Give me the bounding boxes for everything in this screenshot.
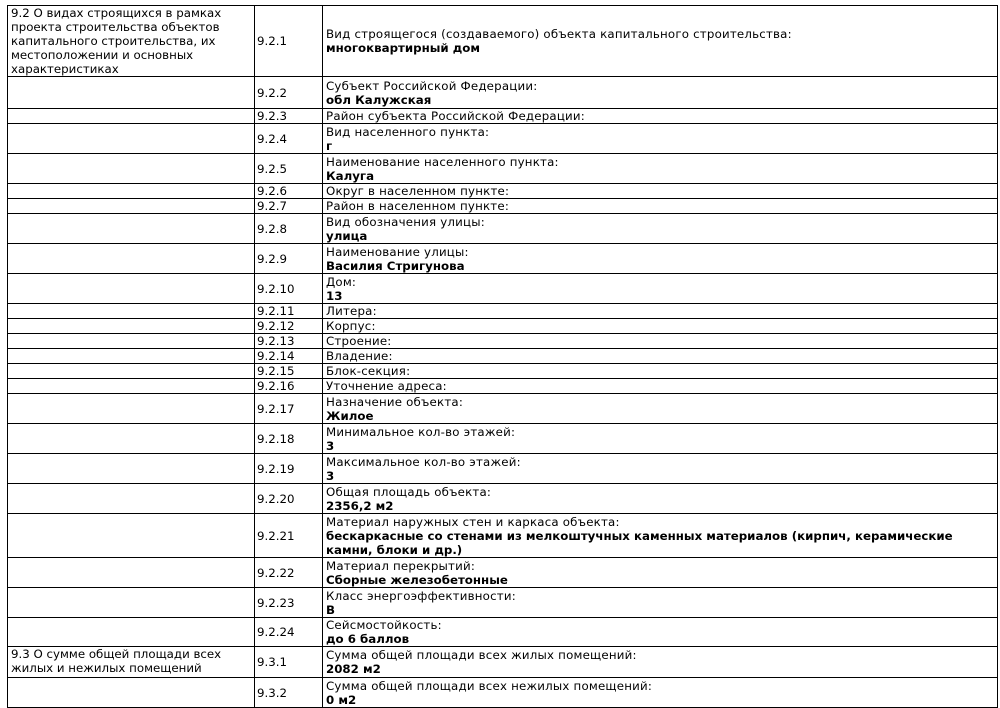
field-cell [323, 588, 998, 618]
field-label: Округ в населенном пункте: [326, 184, 510, 198]
table-row [8, 214, 998, 244]
table-row [8, 618, 998, 647]
section-empty-cell [8, 274, 255, 304]
item-number-cell: 9.2.11 [255, 304, 323, 319]
item-number-cell: 9.2.7 [255, 199, 323, 214]
field-value: Жилое [326, 408, 374, 423]
field-cell [323, 77, 998, 109]
field-cell [323, 647, 998, 678]
field-label: Литера: [326, 304, 377, 318]
section-empty-cell [8, 154, 255, 184]
field-value: обл Калужская [326, 92, 432, 107]
field-cell [323, 394, 998, 424]
section-empty-cell [8, 214, 255, 244]
table-row [8, 77, 998, 109]
field-cell [323, 304, 998, 319]
table-row [8, 349, 998, 364]
item-number-cell: 9.2.10 [255, 274, 323, 304]
field-cell [323, 364, 998, 379]
field-cell [323, 349, 998, 364]
table-row [8, 154, 998, 184]
item-number-cell: 9.2.14 [255, 349, 323, 364]
item-number-cell: 9.2.2 [255, 77, 323, 109]
item-number-cell: 9.3.2 [255, 678, 323, 708]
section-empty-cell [8, 454, 255, 484]
field-label: Наименование населенного пункта: [326, 154, 559, 169]
item-number-cell: 9.2.21 [255, 514, 323, 558]
field-value: В [326, 602, 335, 617]
section-empty-cell [8, 184, 255, 199]
section-empty-cell [8, 77, 255, 109]
item-number-cell: 9.3.1 [255, 647, 323, 678]
field-label: Вид обозначения улицы: [326, 214, 485, 229]
item-number-cell: 9.2.23 [255, 588, 323, 618]
table-row [8, 334, 998, 349]
field-cell [323, 618, 998, 647]
item-number-cell: 9.2.6 [255, 184, 323, 199]
field-value: до 6 баллов [326, 632, 410, 646]
table-row [8, 394, 998, 424]
section-empty-cell [8, 484, 255, 514]
section-empty-cell [8, 364, 255, 379]
field-cell [323, 514, 998, 558]
field-cell [323, 6, 998, 77]
field-cell [323, 678, 998, 708]
table-row [8, 514, 998, 558]
item-number-cell: 9.2.15 [255, 364, 323, 379]
field-value: 2356,2 м2 [326, 498, 394, 513]
table-row [8, 319, 998, 334]
field-value: Сборные железобетонные [326, 572, 508, 587]
table-row [8, 6, 998, 77]
declaration-table-body [8, 6, 998, 708]
field-label: Вид населенного пункта: [326, 124, 490, 139]
field-cell [323, 244, 998, 274]
section-empty-cell [8, 304, 255, 319]
field-label: Район субъекта Российской Федерации: [326, 109, 585, 123]
field-label: Дом: [326, 274, 357, 289]
section-empty-cell [8, 588, 255, 618]
table-row [8, 199, 998, 214]
field-cell [323, 184, 998, 199]
table-row [8, 379, 998, 394]
field-value: 2082 м2 [326, 662, 381, 676]
field-cell [323, 454, 998, 484]
section-empty-cell [8, 394, 255, 424]
table-row [8, 588, 998, 618]
section-title-cell: 9.2 О видах строящихся в рамках проекта строительства объектов капитального строительства, их местоположении и основных характеристиках [8, 6, 255, 77]
field-label: Район в населенном пункте: [326, 199, 510, 213]
field-value: г [326, 138, 333, 153]
field-label: Минимальное кол-во этажей: [326, 424, 516, 439]
table-row [8, 647, 998, 678]
field-label: Владение: [326, 349, 393, 363]
field-label: Сейсмостойкость: [326, 618, 442, 632]
field-cell [323, 558, 998, 588]
field-cell [323, 424, 998, 454]
item-number-cell: 9.2.17 [255, 394, 323, 424]
field-cell [323, 199, 998, 214]
field-cell [323, 109, 998, 124]
item-number-cell: 9.2.5 [255, 154, 323, 184]
item-number-cell: 9.2.13 [255, 334, 323, 349]
field-label: Материал наружных стен и каркаса объекта: [326, 514, 620, 529]
field-label: Класс энергоэффективности: [326, 588, 516, 603]
section-empty-cell [8, 379, 255, 394]
field-cell [323, 154, 998, 184]
section-empty-cell [8, 424, 255, 454]
field-value: улица [326, 228, 368, 243]
field-cell [323, 124, 998, 154]
item-number-cell: 9.2.22 [255, 558, 323, 588]
field-value: 0 м2 [326, 692, 357, 707]
field-cell [323, 319, 998, 334]
field-label: Вид строящегося (создаваемого) объекта капитального строительства: [326, 27, 792, 41]
table-row [8, 274, 998, 304]
field-label: Материал перекрытий: [326, 558, 476, 573]
item-number-cell: 9.2.18 [255, 424, 323, 454]
field-label: Блок-секция: [326, 364, 411, 378]
table-row [8, 109, 998, 124]
item-number-cell: 9.2.4 [255, 124, 323, 154]
field-value: Калуга [326, 168, 375, 183]
field-cell [323, 379, 998, 394]
field-value: 3 [326, 468, 335, 483]
field-cell [323, 214, 998, 244]
section-empty-cell [8, 514, 255, 558]
field-label: Корпус: [326, 319, 376, 333]
field-label: Строение: [326, 334, 392, 348]
field-label: Сумма общей площади всех нежилых помещений: [326, 678, 653, 693]
section-empty-cell [8, 319, 255, 334]
table-row [8, 558, 998, 588]
field-label: Назначение объекта: [326, 394, 464, 409]
table-row [8, 244, 998, 274]
field-value: бескаркасные со стенами из мелкоштучных каменных материалов (кирпич, керамические камни, блоки и др.) [326, 528, 953, 557]
field-value: 13 [326, 288, 343, 303]
field-cell [323, 484, 998, 514]
field-label: Уточнение адреса: [326, 379, 447, 393]
field-label: Общая площадь объекта: [326, 484, 492, 499]
field-label: Субъект Российской Федерации: [326, 78, 538, 93]
item-number-cell: 9.2.19 [255, 454, 323, 484]
section-empty-cell [8, 124, 255, 154]
section-empty-cell [8, 109, 255, 124]
item-number-cell: 9.2.1 [255, 6, 323, 77]
item-number-cell: 9.2.20 [255, 484, 323, 514]
table-row [8, 424, 998, 454]
table-row [8, 364, 998, 379]
field-cell [323, 334, 998, 349]
field-label: Сумма общей площади всех жилых помещений: [326, 648, 637, 662]
section-empty-cell [8, 334, 255, 349]
section-empty-cell [8, 678, 255, 708]
table-row [8, 184, 998, 199]
section-empty-cell [8, 558, 255, 588]
item-number-cell: 9.2.9 [255, 244, 323, 274]
table-row [8, 678, 998, 708]
declaration-table [7, 5, 998, 708]
field-value: Василия Стригунова [326, 258, 465, 273]
table-row [8, 484, 998, 514]
section-empty-cell [8, 349, 255, 364]
table-row [8, 454, 998, 484]
table-row [8, 124, 998, 154]
section-empty-cell [8, 199, 255, 214]
item-number-cell: 9.2.8 [255, 214, 323, 244]
field-label: Наименование улицы: [326, 244, 469, 259]
field-cell [323, 274, 998, 304]
item-number-cell: 9.2.16 [255, 379, 323, 394]
field-value: 3 [326, 438, 335, 453]
table-row [8, 304, 998, 319]
item-number-cell: 9.2.12 [255, 319, 323, 334]
item-number-cell: 9.2.24 [255, 618, 323, 647]
item-number-cell: 9.2.3 [255, 109, 323, 124]
field-label: Максимальное кол-во этажей: [326, 454, 521, 469]
section-empty-cell [8, 618, 255, 647]
field-value: многоквартирный дом [326, 41, 481, 55]
section-empty-cell [8, 244, 255, 274]
section-title-cell: 9.3 О сумме общей площади всех жилых и нежилых помещений [8, 647, 255, 678]
